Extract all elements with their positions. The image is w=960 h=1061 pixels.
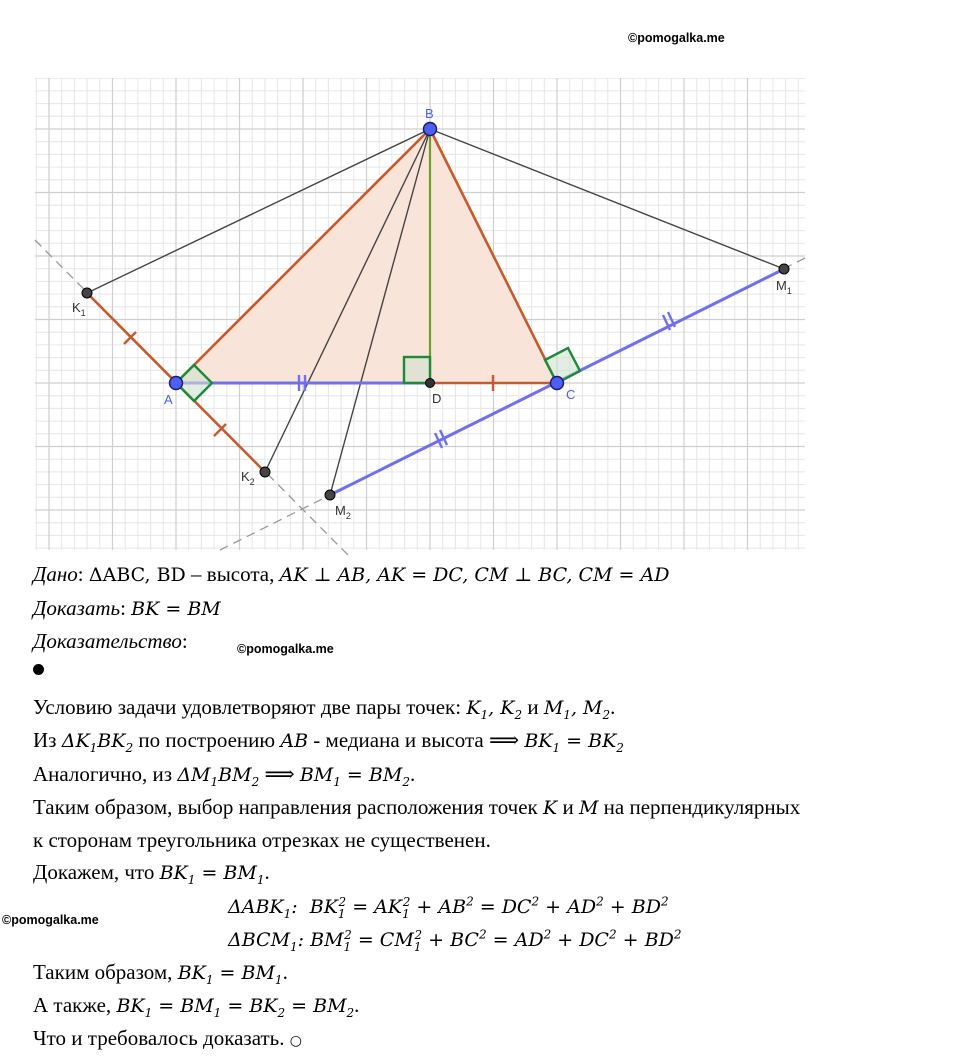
equality-bk1-bk2: $BK_1 = BK_2$ (524, 730, 624, 755)
proof-line-4-and: и (557, 795, 579, 819)
proof-conclusion: Что и требовалось доказать. (33, 1026, 290, 1050)
proof-line-4-m: M (578, 797, 599, 819)
qed-mark: ○ (289, 1033, 302, 1049)
proof-line-4-post: на перпендикулярных (598, 795, 801, 819)
proof-line-9-pre: Таким образом, (33, 960, 178, 984)
watermark-middle: ©pomogalka.me (237, 642, 334, 656)
bullet-marker (33, 664, 44, 675)
proof-line-3-pre: Аналогично, из (33, 762, 178, 786)
proof-line-6: Докажем, что $BK_1 = BM_1$. (33, 860, 270, 887)
label-m2: $M_2$ (335, 503, 351, 521)
equality-chain: $BK_1 = BM_1 = BK_2 = BM_2$ (116, 995, 355, 1020)
label-m1: $M_1$ (776, 278, 792, 296)
label-d: D (432, 391, 442, 406)
formula-bcm1: $\Delta BCM_1$: $BM_1^2 = CM_1^2 + BC^2 = AD^2 + DC^2 + BD^2$ (228, 927, 682, 954)
label-k2: $K_2$ (241, 469, 255, 487)
prove-math: BK = BM (131, 598, 221, 620)
point-m2 (325, 490, 335, 500)
point-b (424, 123, 437, 136)
prove-label: Доказать (33, 596, 121, 620)
proof-line-6-pre: Докажем, что (33, 860, 160, 884)
given-colon: : (77, 562, 84, 586)
given-conditions: AK ⊥ AB, AK = DC, CM ⊥ BC, CM = AD (279, 564, 670, 586)
point-m1 (779, 264, 789, 274)
proof-heading (33, 631, 188, 652)
proof-line-2 (33, 728, 624, 755)
point-a (170, 377, 183, 390)
proof-line-5-text: к сторонам треугольника отрезках не существенен. (33, 828, 491, 852)
given-dash: – высота, (185, 562, 280, 586)
equality-bm1-bm2: $BM_1 = BM_2$ (299, 764, 410, 789)
label-k1: $K_1$ (72, 300, 86, 318)
proof-line-2-post: - медиана и высота ⟹ (308, 728, 525, 752)
triangle-k1bk2: $\Delta K_1BK_2$ (61, 730, 134, 755)
proof-line-1: Условию задачи удовлетворяют две пары точек: $K_1$, $K_2$ и $M_1$, $M_2$. (33, 695, 616, 722)
proof-line-10: А также, $BK_1 = BM_1 = BK_2 = BM_2$. (33, 993, 360, 1020)
equality-bk1-bm1: $BK_1 = BM_1$ (177, 962, 283, 987)
proof-line-2-mid: по построению (133, 728, 281, 752)
formula-abk1: $\Delta ABK_1$: $BK_1^2 = AK_1^2 + AB^2 = DC^2 + AD^2 + BD^2$ (228, 894, 669, 921)
point-c (551, 377, 564, 390)
point-d (426, 379, 435, 388)
proof-line-9: Таким образом, $BK_1 = BM_1$. (33, 960, 288, 987)
proof-line-1-text: Условию задачи удовлетворяют две пары точек: (33, 695, 467, 719)
label-c: C (566, 387, 576, 402)
proof-line-3-arrow: ⟹ (259, 762, 300, 786)
given-line (33, 564, 669, 585)
points-pairs-m: $M_1$, $M_2$ (543, 697, 611, 722)
proof-line-2-ab: AB (280, 730, 309, 752)
right-angle-d (404, 357, 430, 383)
equality-bk1-bm1-goal: $BK_1 = BM_1$ (159, 862, 265, 887)
prove-colon: : (120, 596, 132, 620)
label-b: B (425, 106, 434, 121)
watermark-top: ©pomogalka.me (628, 31, 725, 45)
point-k2 (260, 467, 270, 477)
proof-colon: : (181, 629, 188, 653)
watermark-left: ©pomogalka.me (2, 913, 99, 927)
triangle-m1bm2: $\Delta M_1BM_2$ (177, 764, 260, 789)
proof-line-2-pre: Из (33, 728, 62, 752)
prove-line (33, 598, 221, 619)
proof-line-4-pre: Таким образом, выбор направления расположения точек (33, 795, 543, 819)
points-pairs: $K_1$, $K_2$ (466, 697, 523, 722)
proof-line-5 (33, 830, 491, 851)
proof-line-10-pre: А также, (33, 993, 117, 1017)
proof-line-4 (33, 797, 800, 818)
proof-label: Доказательство (33, 629, 182, 653)
proof-line-3: Аналогично, из $\Delta M_1BM_2$ ⟹ $BM_1 = BM_2$. (33, 762, 416, 789)
proof-line-11 (33, 1028, 302, 1049)
given-label: Дано (33, 562, 78, 586)
given-math: ΔABC, BD (88, 564, 186, 586)
point-k1 (82, 288, 92, 298)
proof-line-4-k: K (543, 797, 558, 819)
label-a: A (164, 392, 173, 407)
